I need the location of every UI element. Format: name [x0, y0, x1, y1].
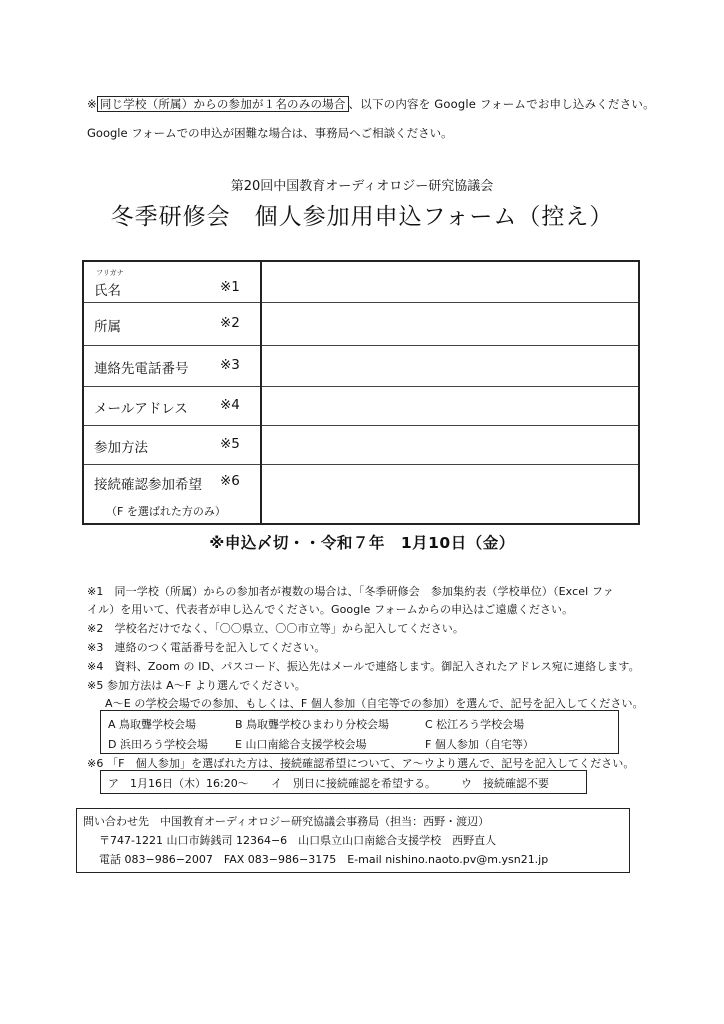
form-row-affiliation [83, 303, 639, 346]
participation-label: 参加方法 [94, 440, 148, 456]
connection-option: イ 別日に接続確認を希望する。 [271, 777, 436, 790]
contact-address: 〒747-1221 山口市鋳銭司 12364−6 山口県立山口南総合支援学校 西野直人 [99, 834, 497, 847]
form-row-phone [83, 346, 639, 387]
phone-note: ※3 [220, 357, 240, 373]
connection-options-box [100, 770, 587, 794]
contact-phone-email: 電話 083−986−2007 FAX 083−986−3175 E-mail nishino.naoto.pv@m.ysn21.jp [99, 853, 549, 866]
connection-test-sublabel: （F を選ばれた方のみ） [106, 505, 226, 518]
form-row-connection-test [83, 465, 639, 525]
email-field[interactable] [261, 387, 639, 426]
notice-mark: ※ [87, 97, 97, 111]
note-6: ※6 「F 個人参加」を選ばれた方は、接続確認希望について、ア～ウより選んで、記号を記入してください。 [87, 757, 635, 770]
note-4: ※4 資料、Zoom の ID、パスコード、振込先はメールで連絡します。御記入されたアドレス宛に連絡します。 [87, 660, 640, 673]
affiliation-label: 所属 [94, 319, 121, 335]
form-row-email [83, 387, 639, 426]
page-title: 冬季研修会 個人参加用申込フォーム（控え） [110, 204, 614, 230]
name-label: 氏名 [94, 283, 121, 299]
notice-boxed-text: 同じ学校（所属）からの参加が１名のみの場合 [97, 96, 349, 112]
form-row-name [83, 261, 639, 303]
application-form-table [82, 260, 640, 525]
form-label-cell [83, 387, 261, 426]
form-label-cell [83, 426, 261, 465]
venue-option: F 個人参加（自宅等） [425, 738, 534, 751]
note-5: ※5 参加方法は A～F より選んでください。 [87, 679, 306, 692]
note-3: ※3 連絡のつく電話番号を記入してください。 [87, 641, 326, 654]
note-5-detail: A～E の学校会場での参加、もしくは、F 個人参加（自宅等での参加）を選んで、記号を記入してください。 [105, 697, 644, 710]
form-label-cell [83, 261, 261, 303]
name-note: ※1 [220, 279, 240, 295]
venue-options-box [100, 710, 619, 754]
affiliation-note: ※2 [220, 315, 240, 331]
form-label-cell [83, 303, 261, 346]
connection-option: ア 1月16日（木）16:20～ [108, 777, 249, 790]
connection-test-label: 接続確認参加希望 [94, 477, 202, 493]
deadline-notice: ※申込〆切・・令和７年 1月10日（金） [209, 534, 515, 552]
contact-line-1: 問い合わせ先 中国教育オーディオロジー研究協議会事務局（担当：西野・渡辺） [83, 815, 490, 828]
form-label-cell [83, 346, 261, 387]
email-note: ※4 [220, 397, 240, 413]
connection-test-field[interactable] [261, 465, 639, 525]
participation-field[interactable] [261, 426, 639, 465]
notice-line-2: Google フォームでの申込が困難な場合は、事務局へご相談ください。 [87, 126, 453, 140]
form-label-cell [83, 465, 261, 525]
email-label: メールアドレス [94, 401, 188, 417]
note-1-line-2: イル）を用いて、代表者が申し込んでください。Google フォームからの申込はご遠慮ください。 [87, 603, 574, 616]
venue-option: B 鳥取聾学校ひまわり分校会場 [235, 718, 390, 731]
note-1-line-1: ※1 同一学校（所属）からの参加者が複数の場合は、「冬季研修会 参加集約表（学校単位）（Excel ファ [87, 585, 614, 598]
phone-label: 連絡先電話番号 [94, 361, 189, 377]
venue-option: E 山口南総合支援学校会場 [235, 738, 367, 751]
affiliation-field[interactable] [261, 303, 639, 346]
form-row-participation [83, 426, 639, 465]
note-2: ※2 学校名だけでなく、「〇〇県立、〇〇市立等」から記入してください。 [87, 622, 464, 635]
venue-option: A 鳥取聾学校会場 [108, 718, 197, 731]
venue-option: D 浜田ろう学校会場 [108, 738, 208, 751]
participation-note: ※5 [220, 436, 240, 452]
phone-field[interactable] [261, 346, 639, 387]
name-field[interactable] [261, 261, 639, 303]
connection-option: ウ 接続確認不要 [461, 777, 549, 790]
notice-rest-text: 、以下の内容を Google フォームでお申し込みください。 [348, 97, 655, 111]
connection-test-note: ※6 [220, 473, 240, 489]
contact-box [76, 808, 630, 873]
furigana-label: フリガナ [96, 269, 124, 277]
notice-line-1 [87, 96, 655, 112]
venue-option: C 松江ろう学校会場 [425, 718, 525, 731]
organization-name: 第20回中国教育オーディオロジー研究協議会 [230, 179, 494, 194]
